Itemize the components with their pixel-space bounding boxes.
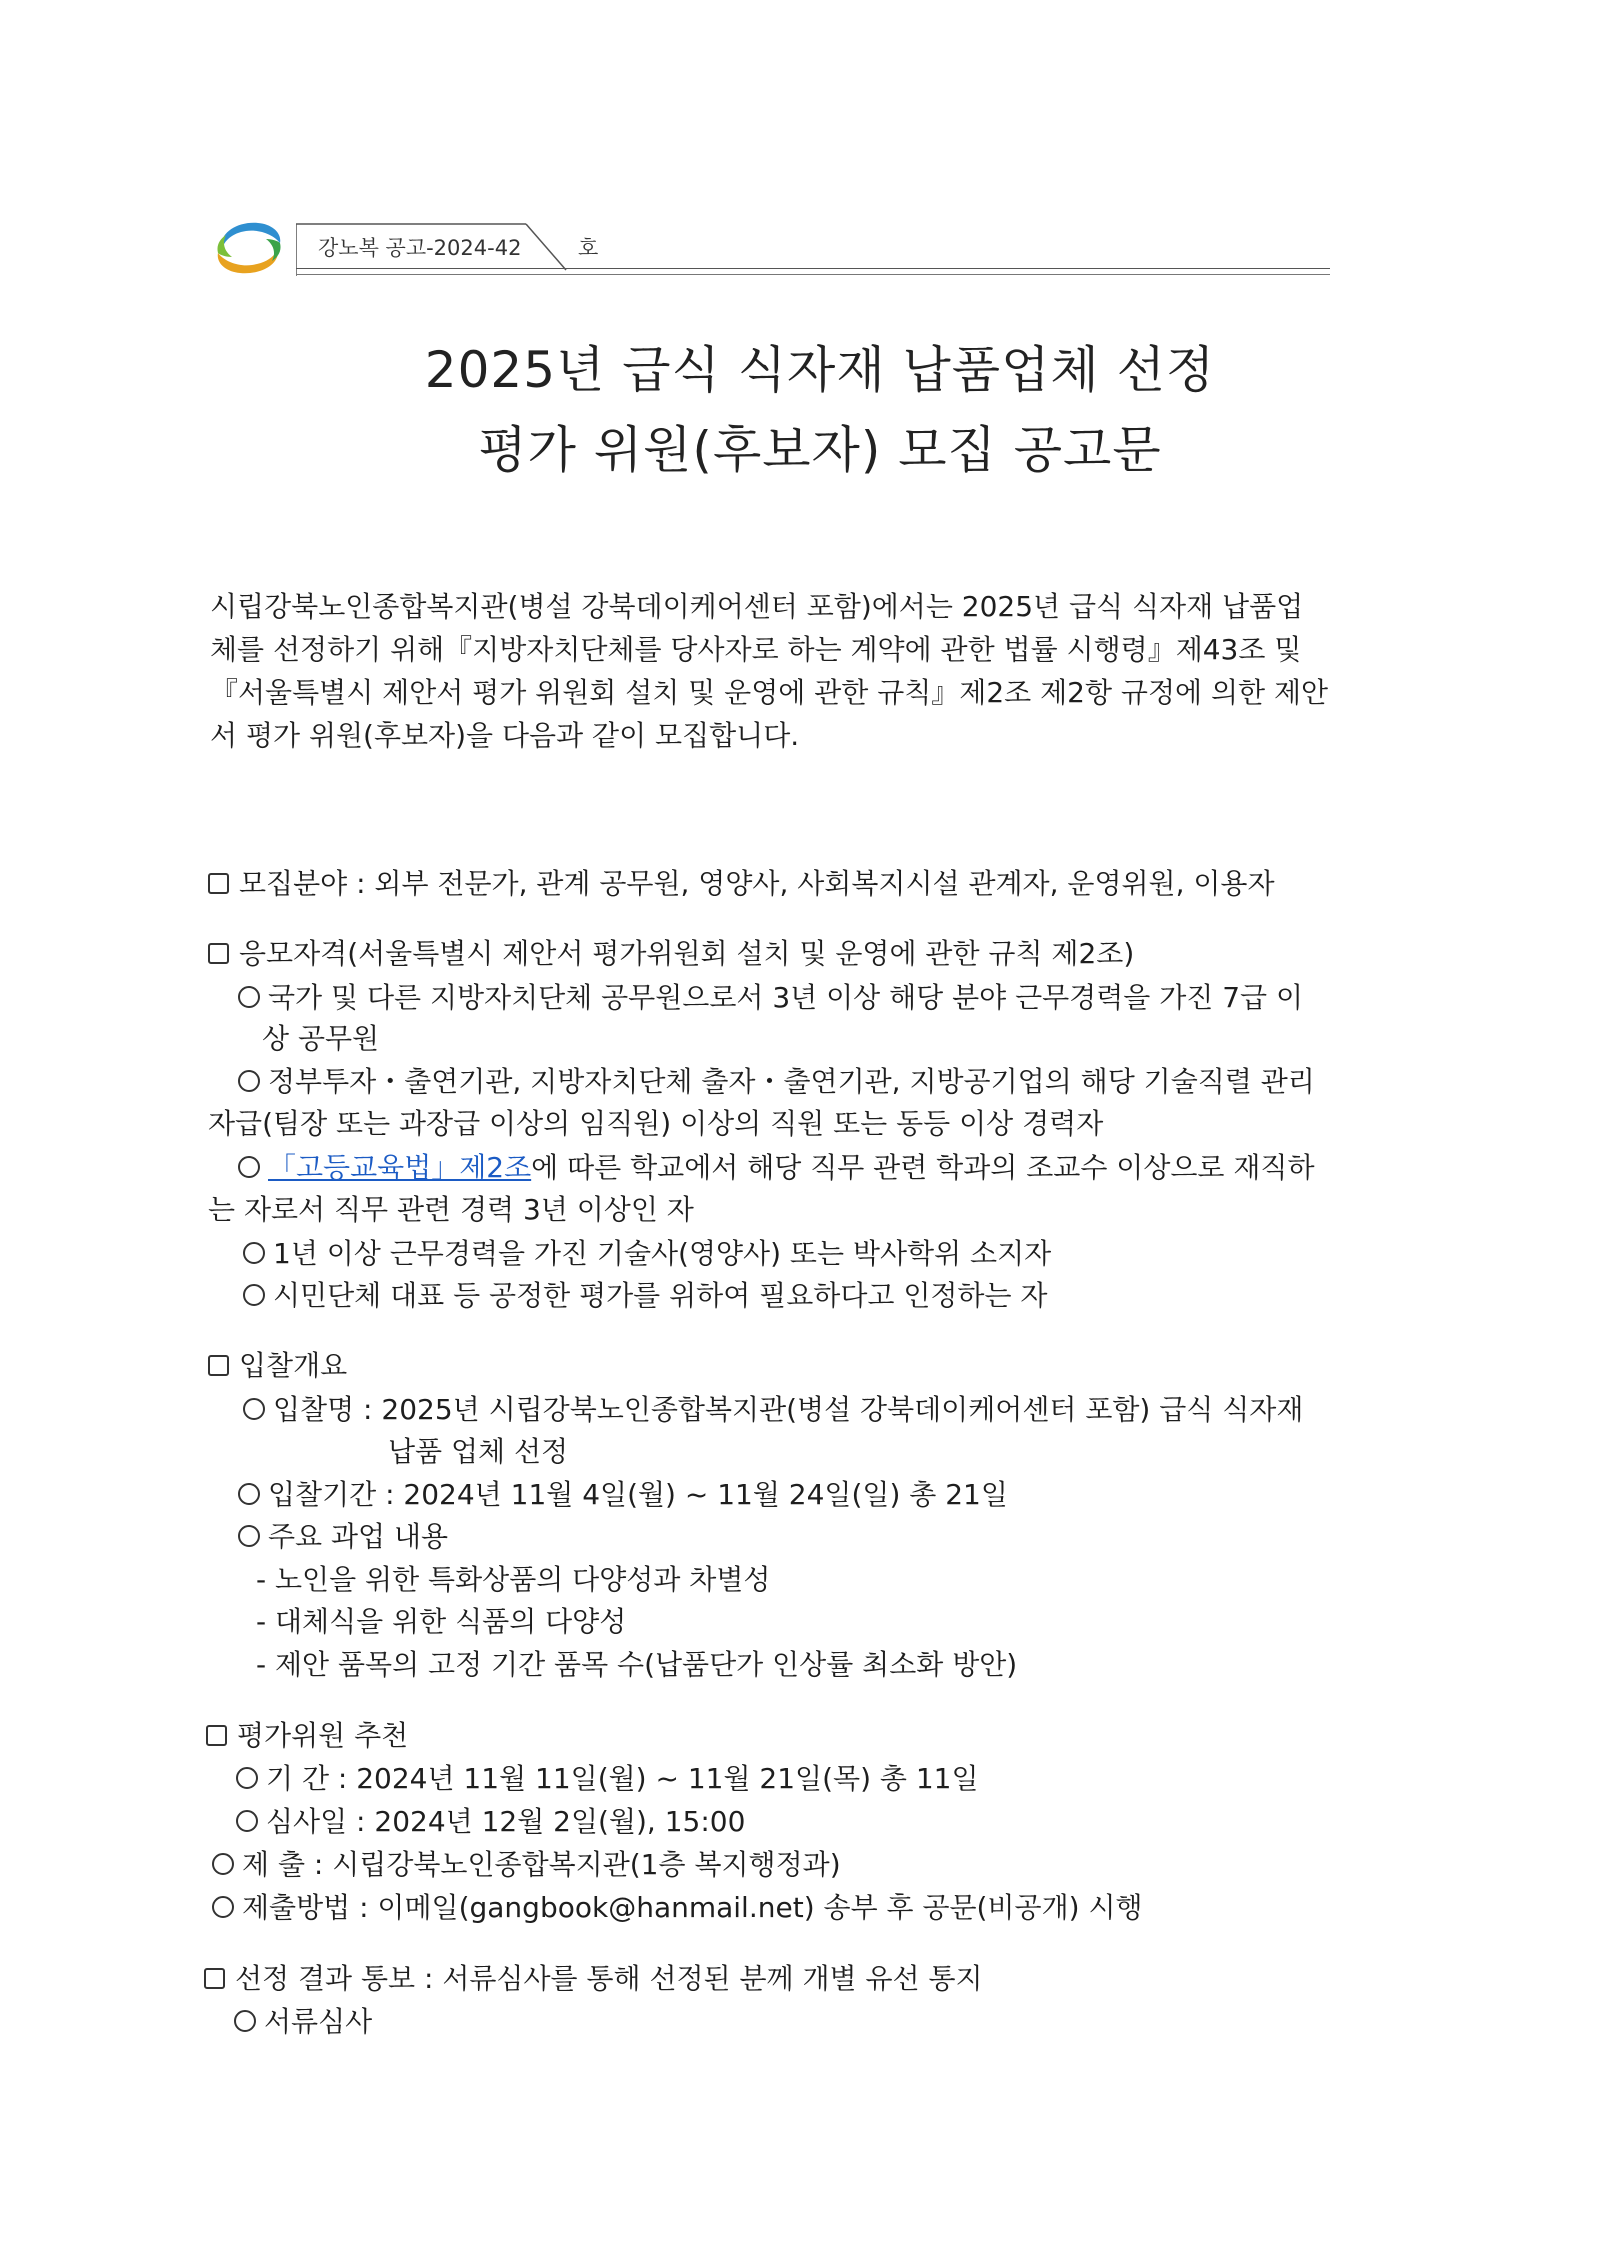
circle-bullet-icon <box>243 1284 265 1306</box>
circle-bullet-icon <box>234 2010 256 2032</box>
review-date: 심사일 : 2024년 12월 2일(월), 15:00 <box>236 1800 745 1840</box>
circle-bullet-icon <box>212 1896 234 1918</box>
circle-bullet-icon <box>238 986 260 1008</box>
higher-education-act-link[interactable]: 「고등교육법」제2조 <box>268 1151 532 1184</box>
recruit-field-text: 모집분야 : 외부 전문가, 관계 공무원, 영양사, 사회복지시설 관계자, 운영위원, 이용자 <box>239 867 1275 900</box>
square-bullet-icon <box>208 943 229 964</box>
square-bullet-icon <box>208 873 229 894</box>
circle-bullet-icon <box>238 1483 260 1505</box>
intro-line: 체를 선정하기 위해『지방자치단체를 당사자로 하는 계약에 관한 법률 시행령』제43조 및 <box>210 633 1302 666</box>
circle-bullet-icon <box>212 1853 234 1875</box>
header-rule <box>296 268 1330 269</box>
circle-bullet-icon <box>236 1810 258 1832</box>
document-number: 강노복 공고-2024-42 <box>318 236 522 260</box>
qualification-item: 「고등교육법」제2조에 따른 학교에서 해당 직무 관련 학과의 조교수 이상으로 재직하 <box>238 1146 1315 1186</box>
page-title-line1: 2025년 급식 식자재 납품업체 선정 <box>424 341 1216 399</box>
square-bullet-icon <box>206 1725 227 1746</box>
qualification-item: 1년 이상 근무경력을 가진 기술사(영양사) 또는 박사학위 소지자 <box>243 1232 1051 1272</box>
bid-task-item: - 제안 품목의 고정 기간 품목 수(납품단가 인상률 최소화 방안) <box>256 1648 1018 1681</box>
qualification-item: 정부투자・출연기관, 지방자치단체 출자・출연기관, 지방공기업의 해당 기술직렬 관리 <box>238 1060 1315 1100</box>
qualification-item: 국가 및 다른 지방자치단체 공무원으로서 3년 이상 해당 분야 근무경력을 가진 7급 이 <box>238 976 1303 1016</box>
qualification-item: 시민단체 대표 등 공정한 평가를 위하여 필요하다고 인정하는 자 <box>243 1274 1047 1314</box>
bid-task-item: - 노인을 위한 특화상품의 다양성과 차별성 <box>256 1563 771 1596</box>
recommend-heading: 평가위원 추천 <box>206 1714 408 1754</box>
qualification-item-cont: 는 자로서 직무 관련 경력 3년 이상인 자 <box>208 1193 694 1226</box>
submit-method: 제출방법 : 이메일(gangbook@hanmail.net) 송부 후 공문(비공개) 시행 <box>212 1886 1143 1926</box>
intro-line: 서 평가 위원(후보자)을 다음과 같이 모집합니다. <box>210 719 800 752</box>
bid-tasks-heading: 주요 과업 내용 <box>238 1515 448 1555</box>
circle-bullet-icon <box>238 1156 260 1178</box>
page-title-line2: 평가 위원(후보자) 모집 공고문 <box>478 421 1162 479</box>
circle-bullet-icon <box>238 1070 260 1092</box>
intro-paragraph <box>210 585 1328 757</box>
intro-line: 『서울특별시 제안서 평가 위원회 설치 및 운영에 관한 규칙』제2조 제2항 규정에 의한 제안 <box>210 676 1329 709</box>
organization-logo-icon <box>208 215 288 279</box>
square-bullet-icon <box>208 1355 229 1376</box>
circle-bullet-icon <box>243 1242 265 1264</box>
circle-bullet-icon <box>243 1398 265 1420</box>
bid-period: 입찰기간 : 2024년 11월 4일(월) ~ 11월 24일(일) 총 21일 <box>238 1473 1008 1513</box>
recruit-field-section <box>208 862 1275 902</box>
qualification-item-cont: 자급(팀장 또는 과장급 이상의 임직원) 이상의 직원 또는 동등 이상 경력자 <box>208 1107 1104 1140</box>
bid-overview-heading: 입찰개요 <box>208 1344 347 1384</box>
circle-bullet-icon <box>238 1525 260 1547</box>
qualification-heading: 응모자격(서울특별시 제안서 평가위원회 설치 및 운영에 관한 규칙 제2조) <box>208 932 1134 972</box>
submit-to: 제 출 : 시립강북노인종합복지관(1층 복지행정과) <box>212 1843 841 1883</box>
bid-name-cont: 납품 업체 선정 <box>388 1435 569 1468</box>
document-number-suffix: 호 <box>578 236 599 260</box>
square-bullet-icon <box>204 1968 225 1989</box>
bid-name: 입찰명 : 2025년 시립강북노인종합복지관(병설 강북데이케어센터 포함) 급식 식자재 <box>243 1388 1303 1428</box>
intro-line: 시립강북노인종합복지관(병설 강북데이케어센터 포함)에서는 2025년 급식 식자재 납품업 <box>210 590 1304 623</box>
recommend-period: 기 간 : 2024년 11월 11일(월) ~ 11월 21일(목) 총 11일 <box>236 1757 979 1797</box>
header-rule-secondary <box>296 274 1330 275</box>
bid-task-item: - 대체식을 위한 식품의 다양성 <box>256 1605 627 1638</box>
circle-bullet-icon <box>236 1767 258 1789</box>
result-heading: 선정 결과 통보 : 서류심사를 통해 선정된 분께 개별 유선 통지 <box>204 1957 983 1997</box>
result-item: 서류심사 <box>234 2000 372 2040</box>
qualification-item-cont: 상 공무원 <box>262 1022 380 1055</box>
